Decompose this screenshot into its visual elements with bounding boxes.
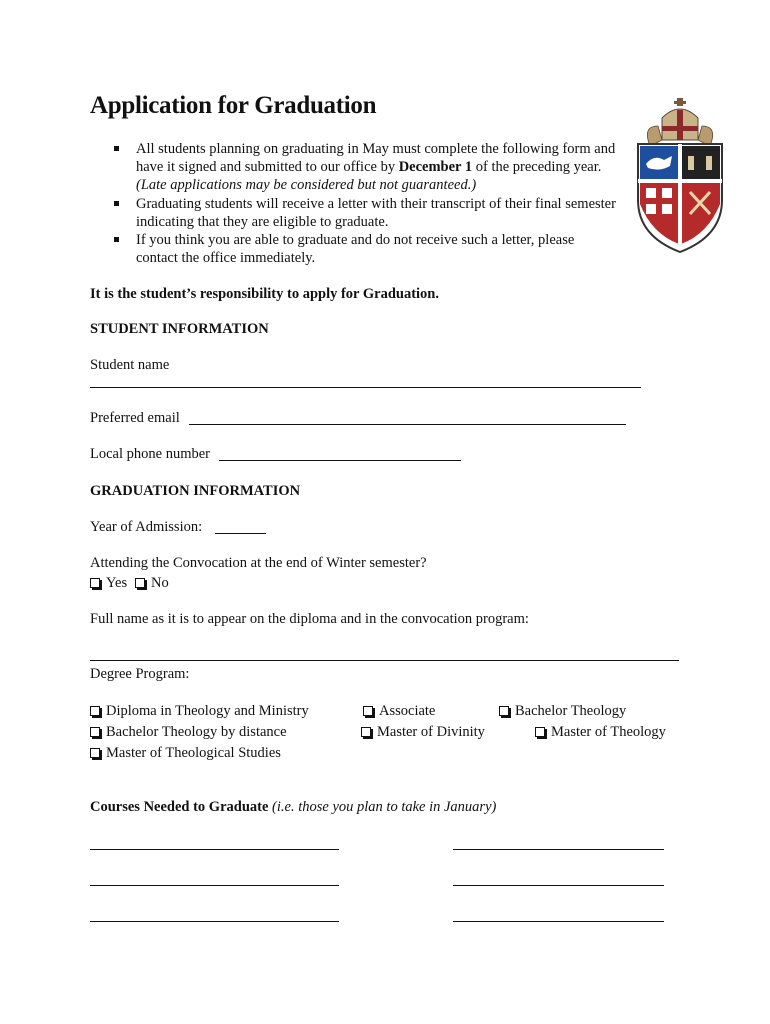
course-field[interactable] bbox=[90, 849, 339, 850]
degree-program-label: Degree Program: bbox=[90, 666, 190, 682]
diploma-checkbox[interactable]: Diploma in Theology and Ministry bbox=[90, 703, 309, 720]
responsibility-note: It is the student’s responsibility to apply for Graduation. bbox=[90, 286, 439, 302]
student-name-label: Student name bbox=[90, 357, 170, 373]
full-name-label: Full name as it is to appear on the diploma and in the convocation program: bbox=[90, 611, 529, 627]
student-info-heading: STUDENT INFORMATION bbox=[90, 321, 269, 337]
course-field[interactable] bbox=[453, 921, 664, 922]
bachelor-distance-checkbox[interactable]: Bachelor Theology by distance bbox=[90, 724, 287, 741]
course-field[interactable] bbox=[453, 885, 664, 886]
course-field[interactable] bbox=[90, 921, 339, 922]
convocation-yes-checkbox[interactable]: Yes bbox=[90, 575, 127, 592]
master-divinity-checkbox[interactable]: Master of Divinity bbox=[361, 724, 485, 741]
email-label: Preferred email bbox=[90, 410, 180, 426]
year-of-admission-field[interactable] bbox=[215, 533, 266, 534]
year-of-admission-label: Year of Admission: bbox=[90, 519, 203, 535]
convocation-question: Attending the Convocation at the end of Winter semester? bbox=[90, 555, 427, 571]
phone-field[interactable] bbox=[219, 460, 461, 461]
coat-of-arms-icon bbox=[632, 96, 728, 256]
full-name-field[interactable] bbox=[90, 660, 679, 661]
convocation-no-checkbox[interactable]: No bbox=[135, 575, 169, 592]
phone-label: Local phone number bbox=[90, 446, 210, 462]
graduation-info-heading: GRADUATION INFORMATION bbox=[90, 483, 301, 499]
course-field[interactable] bbox=[453, 849, 664, 850]
page-title: Application for Graduation bbox=[90, 92, 377, 119]
instructions-list bbox=[90, 140, 618, 267]
list-item: If you think you are able to graduate and do not receive such a letter, please contact the office immediately. bbox=[90, 231, 618, 267]
student-name-field[interactable] bbox=[90, 387, 641, 388]
master-theology-checkbox[interactable]: Master of Theology bbox=[535, 724, 666, 741]
list-item: All students planning on graduating in May must complete the following form and have it signed and submitted to our office by December 1 of the preceding year. (Late applications may be considered but not guaranteed.) bbox=[90, 140, 618, 195]
email-field[interactable] bbox=[189, 424, 626, 425]
associate-checkbox[interactable]: Associate bbox=[363, 703, 435, 720]
course-field[interactable] bbox=[90, 885, 339, 886]
bachelor-theology-checkbox[interactable]: Bachelor Theology bbox=[499, 703, 626, 720]
list-item: Graduating students will receive a letter with their transcript of their final semester indicating that they are eligible to graduate. bbox=[90, 195, 618, 231]
master-theological-studies-checkbox[interactable]: Master of Theological Studies bbox=[90, 745, 281, 762]
courses-heading: Courses Needed to Graduate (i.e. those you plan to take in January) bbox=[90, 799, 497, 815]
